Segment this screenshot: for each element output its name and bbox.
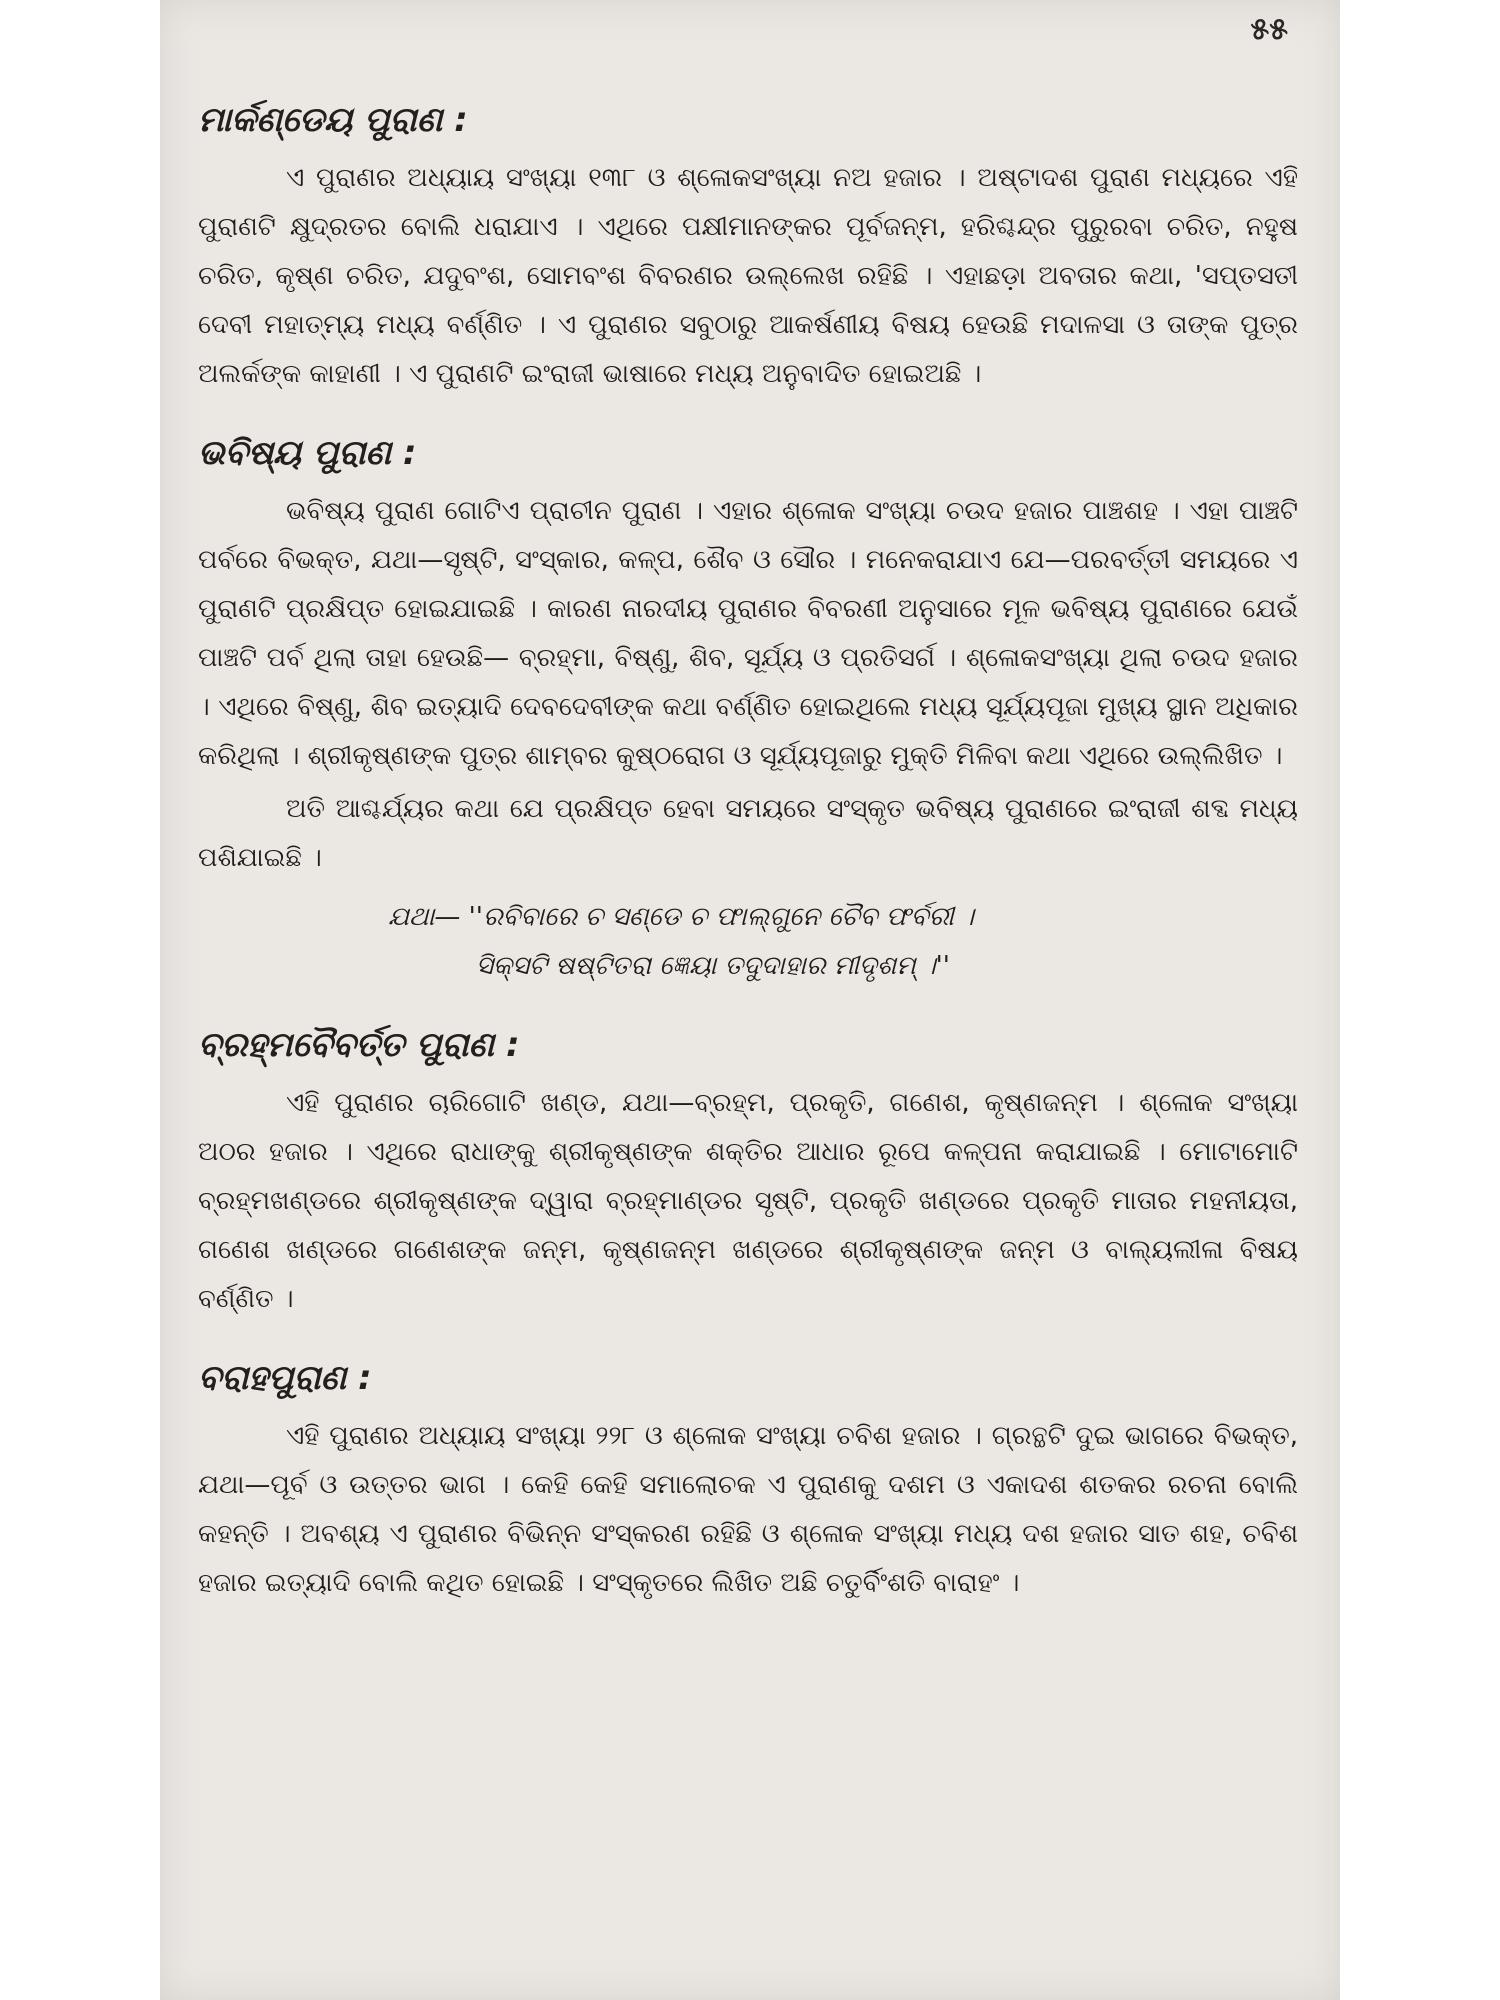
paragraph: ଏ ପୁରାଣର ଅଧ୍ୟାୟ ସଂଖ୍ୟା ୧୩୮ ଓ ଶ୍ଳୋକସଂଖ୍ୟା ନଅ ହଜାର । ଅଷ୍ଟାଦଶ ପୁରାଣ ମଧ୍ୟରେ ଏହି ପୁରାଣଟି କ୍ଷୁଦ୍ରତର ବୋଲି ଧରାଯାଏ । ଏଥିରେ ପକ୍ଷୀମାନଙ୍କର ପୂର୍ବଜନ୍ମ, ହରିଶ୍ଚନ୍ଦ୍ର ପୁରୁରବା ଚରିତ, ନହୁଷ ଚରିତ, କୃଷ୍ଣ ଚରିତ, ଯଦୁବଂଶ, ସୋମବଂଶ ବିବରଣର ଉଲ୍ଲେଖ ରହିଛି । ଏହାଛଡ଼ା ଅବତାର କଥା, 'ସପ୍ତସତୀ ଦେବୀ ମହାତ୍ମ୍ୟ ମଧ୍ୟ ବର୍ଣ୍ଣିତ । ଏ ପୁରାଣର ସବୁଠାରୁ ଆକର୍ଷଣୀୟ ବିଷୟ ହେଉଛି ମଦାଳସା ଓ ତାଙ୍କ ପୁତ୍ର ଅଲର୍କଙ୍କ କାହାଣୀ । ଏ ପୁରାଣଟି ଇଂରାଜୀ ଭାଷାରେ ମଧ୍ୟ ଅନୁବାଦିତ ହୋଇଅଛି । [198, 163, 1298, 389]
paragraph: ଏହି ପୁରାଣର ଅଧ୍ୟାୟ ସଂଖ୍ୟା ୨୨୮ ଓ ଶ୍ଳୋକ ସଂଖ୍ୟା ଚବିଶ ହଜାର । ଗ୍ରନ୍ଥଟି ଦୁଇ ଭାଗରେ ବିଭକ୍ତ, ଯଥା—ପୂର୍ବ ଓ ଉତ୍ତର ଭାଗ । କେହି କେହି ସମାଲୋଚକ ଏ ପୁରାଣକୁ ଦଶମ ଓ ଏକାଦଶ ଶତକର ରଚନା ବୋଲି କହନ୍ତି । ଅବଶ୍ୟ ଏ ପୁରାଣର ବିଭିନ୍ନ ସଂସ୍କରଣ ରହିଛି ଓ ଶ୍ଳୋକ ସଂଖ୍ୟା ମଧ୍ୟ ଦଶ ହଜାର ସାତ ଶହ, ଚବିଶ ହଜାର ଇତ୍ୟାଦି ବୋଲି କଥିତ ହୋଇଛି । ସଂସ୍କୃତରେ ଲିଖିତ ଅଛି ଚତୁର୍ବିଂଶତି ବାରାହଂ । [198, 1421, 1298, 1598]
section-heading: ବ୍ରହ୍ମବୈବର୍ତ୍ତ ପୁରାଣ : [198, 1025, 520, 1065]
page-number: ୫୫ [1250, 12, 1288, 47]
section-varaha-purana [198, 1358, 1298, 1608]
verse-line: ସିକ୍‌ସଟି ଷଷ୍ଟିତରା ଜ୍ଞେୟା ତଦୁଦାହାର ମୀଦୃଶମ୍ ।'' [476, 951, 950, 981]
book-page [160, 0, 1340, 2000]
paragraph: ଭବିଷ୍ୟ ପୁରାଣ ଗୋଟିଏ ପ୍ରାଚୀନ ପୁରାଣ । ଏହାର ଶ୍ଳୋକ ସଂଖ୍ୟା ଚଉଦ ହଜାର ପାଞ୍ଚଶହ । ଏହା ପାଞ୍ଚଟି ପର୍ବରେ ବିଭକ୍ତ, ଯଥା—ସୃଷ୍ଟି, ସଂସ୍କାର, କଳ୍ପ, ଶୈବ ଓ ସୌର । ମନେକରାଯାଏ ଯେ—ପରବର୍ତ୍ତୀ ସମୟରେ ଏ ପୁରାଣଟି ପ୍ରକ୍ଷିପ୍ତ ହୋଇଯାଇଛି । କାରଣ ନାରଦୀୟ ପୁରାଣର ବିବରଣୀ ଅନୁସାରେ ମୂଳ ଭବିଷ୍ୟ ପୁରାଣରେ ଯେଉଁ ପାଞ୍ଚଟି ପର୍ବ ଥିଲା ତାହା ହେଉଛି— ବ୍ରହ୍ମା, ବିଷ୍ଣୁ, ଶିବ, ସୂର୍ଯ୍ୟ ଓ ପ୍ରତିସର୍ଗ । ଶ୍ଳୋକସଂଖ୍ୟା ଥିଲା ଚଉଦ ହଜାର । ଏଥିରେ ବିଷ୍ଣୁ, ଶିବ ଇତ୍ୟାଦି ଦେବଦେବୀଙ୍କ କଥା ବର୍ଣ୍ଣିତ ହୋଇଥିଲେ ମଧ୍ୟ ସୂର୍ଯ୍ୟପୂଜା ମୁଖ୍ୟ ସ୍ଥାନ ଅଧିକାର କରିଥିଲା । ଶ୍ରୀକୃଷ୍ଣଙ୍କ ପୁତ୍ର ଶାମ୍ବର କୁଷ୍ଠରୋଗ ଓ ସୂର୍ଯ୍ୟପୂଜାରୁ ମୁକ୍ତି ମିଳିବା କଥା ଏଥିରେ ଉଲ୍ଲିଖିତ । [198, 496, 1298, 771]
section-markandeya-purana [198, 100, 1298, 399]
paragraph: ଅତି ଆଶ୍ଚର୍ଯ୍ୟର କଥା ଯେ ପ୍ରକ୍ଷିପ୍ତ ହେବା ସମୟରେ ସଂସ୍କୃତ ଭବିଷ୍ୟ ପୁରାଣରେ ଇଂରାଜୀ ଶବ୍ଦ ମଧ୍ୟ ପଶିଯାଇଛି । [198, 794, 1298, 873]
section-bhavishya-purana [198, 433, 1298, 991]
section-brahmavaivarta-purana [198, 1025, 1298, 1324]
section-heading: ଭବିଷ୍ୟ ପୁରାଣ : [198, 433, 417, 473]
verse-line: ଯଥା— ''ରବିବାରେ ଚ ସଣ୍ଡେ ଚ ଫାଲ୍‌ଗୁନେ ଚୈବ ଫର୍ବରୀ । [388, 902, 974, 932]
section-heading: ବରାହପୁରାଣ : [198, 1358, 372, 1398]
section-heading: ମାର୍କଣ୍ଡେୟ ପୁରାଣ : [198, 100, 468, 140]
page-content [198, 100, 1298, 1642]
paragraph: ଏହି ପୁରାଣର ଚାରିଗୋଟି ଖଣ୍ଡ, ଯଥା—ବ୍ରହ୍ମ, ପ୍ରକୃତି, ଗଣେଶ, କୃଷ୍ଣଜନ୍ମ । ଶ୍ଳୋକ ସଂଖ୍ୟା ଅଠର ହଜାର । ଏଥିରେ ରାଧାଙ୍କୁ ଶ୍ରୀକୃଷ୍ଣଙ୍କ ଶକ୍ତିର ଆଧାର ରୂପେ କଳ୍ପନା କରାଯାଇଛି । ମୋଟାମୋଟି ବ୍ରହ୍ମଖଣ୍ଡରେ ଶ୍ରୀକୃଷ୍ଣଙ୍କ ଦ୍ୱାରା ବ୍ରହ୍ମାଣ୍ଡର ସୃଷ୍ଟି, ପ୍ରକୃତି ଖଣ୍ଡରେ ପ୍ରକୃତି ମାତାର ମହନୀୟତା, ଗଣେଶ ଖଣ୍ଡରେ ଗଣେଶଙ୍କ ଜନ୍ମ, କୃଷ୍ଣଜନ୍ମ ଖଣ୍ଡରେ ଶ୍ରୀକୃଷ୍ଣଙ୍କ ଜନ୍ମ ଓ ବାଲ୍ୟଲୀଳା ବିଷୟ ବର୍ଣ୍ଣିତ । [198, 1088, 1298, 1314]
quoted-verse [388, 893, 1298, 991]
